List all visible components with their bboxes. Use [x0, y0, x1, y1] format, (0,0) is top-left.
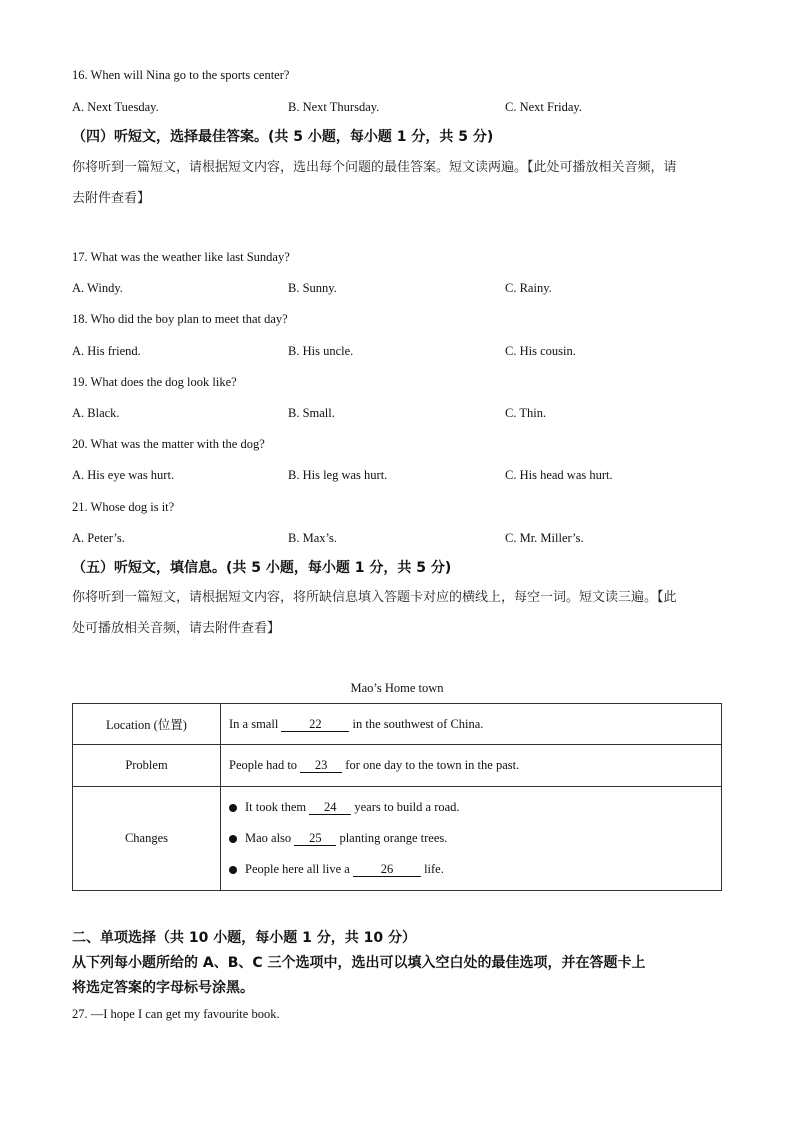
section-4-instruction-2: 去附件查看】: [72, 191, 151, 206]
q18-option-c: C. His cousin.: [505, 344, 576, 358]
q19-option-c: C. Thin.: [505, 406, 547, 420]
hometown-table: [72, 703, 722, 891]
q19-option-a: A. Black.: [72, 406, 120, 420]
blank-26: 26: [353, 863, 421, 877]
q21-option-b: B. Max’s.: [288, 531, 337, 545]
table-row: [73, 787, 722, 891]
q20-option-a: A. His eye was hurt.: [72, 468, 175, 482]
q20-option-c: C. His head was hurt.: [505, 468, 613, 482]
q16-option-c: C. Next Friday.: [505, 100, 582, 114]
section-5-instruction-1: 你将听到一篇短文，请根据短文内容，将所缺信息填入答题卡对应的横线上，每空一词。短文读三遍。【此: [72, 590, 677, 605]
changes-label: Changes: [73, 787, 221, 891]
q17-option-c: C. Rainy.: [505, 281, 552, 295]
problem-text-pre: People had to: [229, 758, 298, 772]
blank-23: 23: [300, 759, 342, 773]
q21-option-a: A. Peter’s.: [72, 531, 125, 545]
change-1-post: years to build a road.: [354, 800, 460, 814]
question-17: 17. What was the weather like last Sunday?: [72, 250, 290, 264]
change-item-1: [229, 792, 713, 823]
bullet-icon: [229, 804, 237, 812]
table-row: [73, 704, 722, 745]
q17-option-a: A. Windy.: [72, 281, 123, 295]
changes-cell: [221, 787, 722, 891]
table-title: Mao’s Home town: [350, 681, 444, 695]
section-5-instruction-2: 处可播放相关音频，请去附件查看】: [72, 621, 281, 636]
change-3-pre: People here all live a: [245, 862, 350, 876]
section-4-heading: （四）听短文，选择最佳答案。(共 5 小题，每小题 1 分，共 5 分): [72, 129, 494, 145]
question-21: 21. Whose dog is it?: [72, 500, 175, 514]
location-text-post: in the southwest of China.: [352, 716, 484, 731]
section-4-instruction-1: 你将听到一篇短文，请根据短文内容，选出每个问题的最佳答案。短文读两遍。【此处可播放相关音频，请: [72, 160, 677, 175]
blank-22: 22: [281, 718, 349, 732]
q18-option-b: B. His uncle.: [288, 344, 354, 358]
part-2-instruction-1: 从下列每小题所给的 A、B、C 三个选项中，选出可以填入空白处的最佳选项，并在答题卡上: [72, 955, 646, 971]
q17-option-b: B. Sunny.: [288, 281, 337, 295]
q19-option-b: B. Small.: [288, 406, 335, 420]
table-row: [73, 745, 722, 787]
location-label: Location (位置): [73, 704, 221, 745]
location-text-pre: In a small: [229, 716, 279, 731]
problem-label: Problem: [73, 745, 221, 787]
change-2-pre: Mao also: [245, 831, 292, 845]
q20-option-b: B. His leg was hurt.: [288, 468, 388, 482]
location-cell: [221, 704, 722, 745]
part-2-instruction-2: 将选定答案的字母标号涂黑。: [72, 980, 254, 996]
q18-option-a: A. His friend.: [72, 344, 141, 358]
q21-option-c: C. Mr. Miller’s.: [505, 531, 584, 545]
change-item-2: [229, 823, 713, 854]
change-1-pre: It took them: [245, 800, 307, 814]
problem-text-post: for one day to the town in the past.: [345, 758, 520, 772]
problem-cell: [221, 745, 722, 787]
q16-option-b: B. Next Thursday.: [288, 100, 380, 114]
bullet-icon: [229, 866, 237, 874]
change-2-post: planting orange trees.: [339, 831, 448, 845]
question-19: 19. What does the dog look like?: [72, 375, 237, 389]
bullet-icon: [229, 835, 237, 843]
question-27: 27. —I hope I can get my favourite book.: [72, 1007, 280, 1021]
blank-24: 24: [309, 801, 351, 815]
question-18: 18. Who did the boy plan to meet that day?: [72, 312, 288, 326]
q16-option-a: A. Next Tuesday.: [72, 100, 159, 114]
change-3-post: life.: [424, 862, 444, 876]
blank-25: 25: [294, 832, 336, 846]
question-20: 20. What was the matter with the dog?: [72, 437, 265, 451]
change-item-3: [229, 854, 713, 885]
part-2-heading: 二、单项选择（共 10 小题，每小题 1 分，共 10 分）: [72, 930, 416, 946]
question-16: 16. When will Nina go to the sports center?: [72, 68, 290, 82]
section-5-heading: （五）听短文，填信息。(共 5 小题，每小题 1 分，共 5 分): [72, 560, 452, 576]
